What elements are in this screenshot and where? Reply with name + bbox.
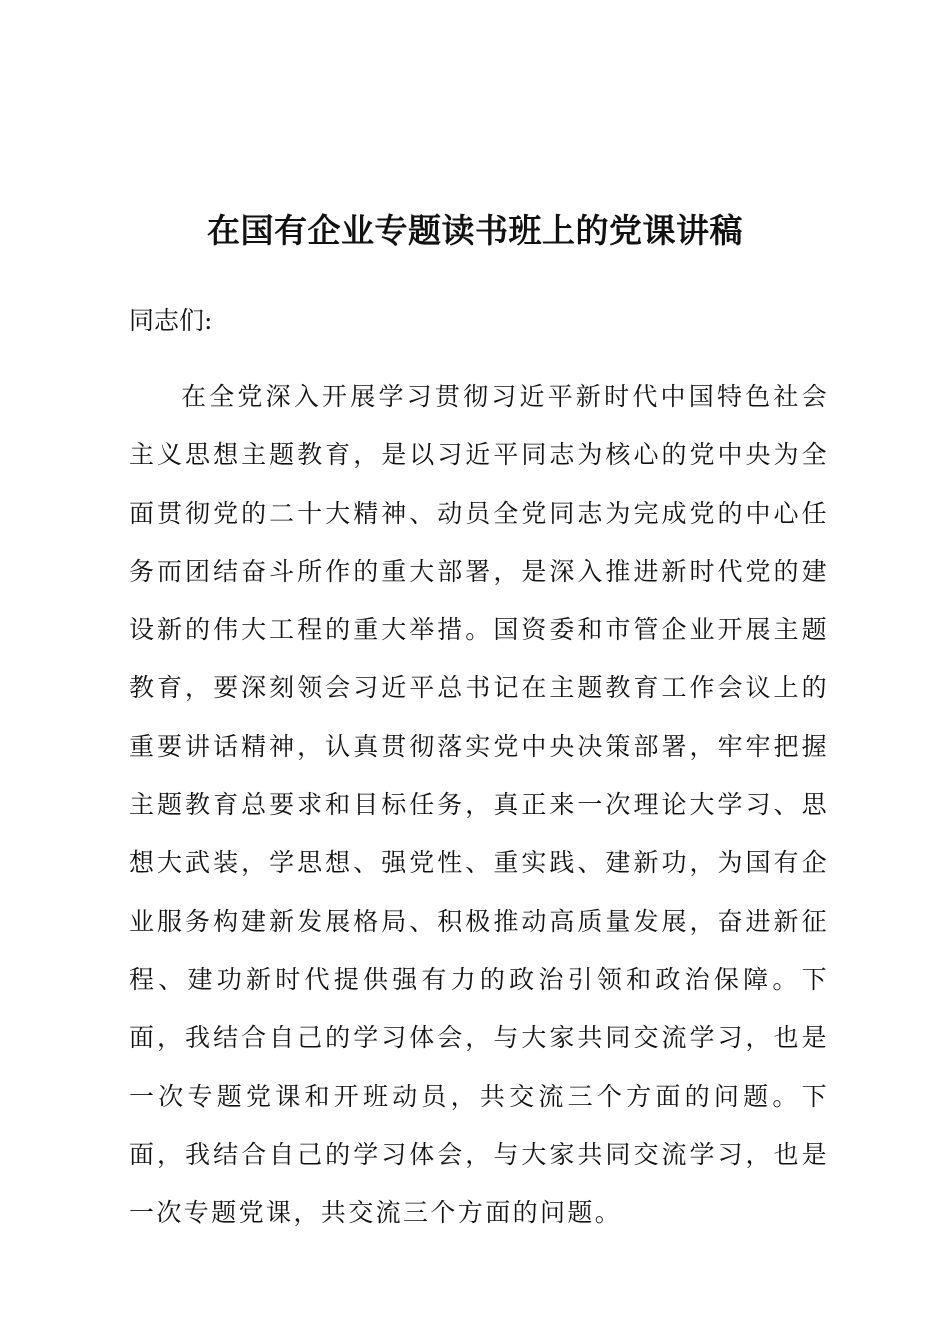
body-paragraph: 在全党深入开展学习贯彻习近平新时代中国特色社会主义思想主题教育，是以习近平同志为核心的党中央为全面贯彻党的二十大精神、动员全党同志为完成党的中心任务而团结奋斗所作的重大部署，是深入推进新时代党的建设新的伟大工程的重大举措。国资委和市管企业开展主题教育，要深刻领会习近平总书记在主题教育工作会议上的重要讲话精神，认真贯彻落实党中央决策部署，牢牢把握主题教育总要求和目标任务，真正来一次理论大学习、思想大武装，学思想、强党性、重实践、建新功，为国有企业服务构建新发展格局、积极推动高质量发展，奋进新征程、建功新时代提供强有力的政治引领和政治保障。下面，我结合自己的学习体会，与大家共同交流学习，也是一次专题党课和开班动员，共交流三个方面的问题。下面，我结合自己的学习体会，与大家共同交流学习，也是一次专题党课，共交流三个方面的问题。: [129, 382, 829, 1228]
document-title: 在国有企业专题读书班上的党课讲稿: [207, 211, 743, 250]
salutation: 同志们:: [129, 306, 213, 335]
